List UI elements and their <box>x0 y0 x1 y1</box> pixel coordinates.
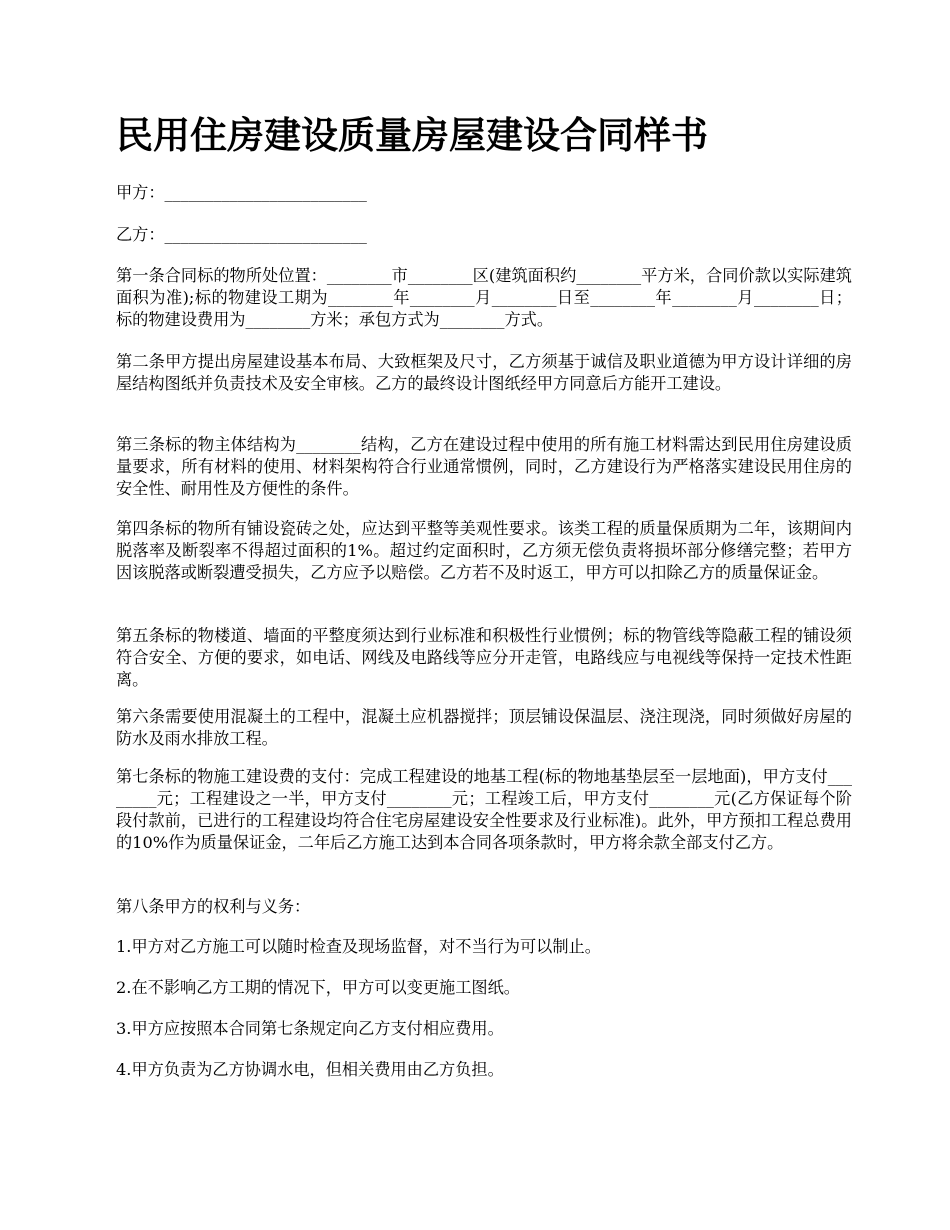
clause-1: 第一条合同标的物所处位置：________市________区(建筑面积约________平方米，合同价款以实际建筑面积为准);标的物建设工期为________年________月________日至________年________月________日；标的物建设费用为________方米；承包方式为________方式。 <box>116 266 852 329</box>
clause-7: 第七条标的物施工建设费的支付：完成工程建设的地基工程(标的物地基垫层至一层地面)，甲方支付________元；工程建设之一半，甲方支付________元；工程竣工后，甲方支付________元(乙方保证每个阶段付款前，已进行的工程建设均符合住宅房屋建设安全性要求及行业标准)。此外，甲方预扣工程总费用的10%作为质量保证金，二年后乙方施工达到本合同各项条款时，甲方将余款全部支付乙方。 <box>116 767 852 852</box>
party-a-line: 甲方：_________________________ <box>116 183 367 202</box>
document-title: 民用住房建设质量房屋建设合同样书 <box>116 114 708 157</box>
clause-4: 第四条标的物所有铺设瓷砖之处，应达到平整等美观性要求。该类工程的质量保质期为二年，该期间内脱落率及断裂率不得超过面积的1%。超过约定面积时，乙方须无偿负责将损坏部分修缮完整；若甲方因该脱落或断裂遭受损失，乙方应予以赔偿。乙方若不及时返工，甲方可以扣除乙方的质量保证金。 <box>116 519 852 582</box>
obligation-item: 3.甲方应按照本合同第七条规定向乙方支付相应费用。 <box>116 1019 504 1038</box>
clause-2: 第二条甲方提出房屋建设基本布局、大致框架及尺寸，乙方须基于诚信及职业道德为甲方设计详细的房屋结构图纸并负责技术及安全审核。乙方的最终设计图纸经甲方同意后方能开工建设。 <box>116 352 852 393</box>
obligation-item: 2.在不影响乙方工期的情况下，甲方可以变更施工图纸。 <box>116 978 520 997</box>
party-b-line: 乙方：_________________________ <box>116 225 367 244</box>
clause-6: 第六条需要使用混凝土的工程中，混凝土应机器搅拌；顶层铺设保温层、浇注现浇，同时须做好房屋的防水及雨水排放工程。 <box>116 707 852 748</box>
clause-3: 第三条标的物主体结构为________结构，乙方在建设过程中使用的所有施工材料需达到民用住房建设质量要求，所有材料的使用、材料架构符合行业通常惯例，同时，乙方建设行为严格落实建设民用住房的安全性、耐用性及方便性的条件。 <box>116 435 852 498</box>
obligation-item: 1.甲方对乙方施工可以随时检查及现场监督，对不当行为可以制止。 <box>116 937 601 956</box>
clause-8: 第八条甲方的权利与义务： <box>116 897 311 916</box>
obligation-item: 4.甲方负责为乙方协调水电，但相关费用由乙方负担。 <box>116 1060 504 1079</box>
clause-5: 第五条标的物楼道、墙面的平整度须达到行业标准和积极性行业惯例；标的物管线等隐蔽工程的铺设须符合安全、方便的要求，如电话、网线及电路线等应分开走管，电路线应与电视线等保持一定技术性距离。 <box>116 626 852 689</box>
